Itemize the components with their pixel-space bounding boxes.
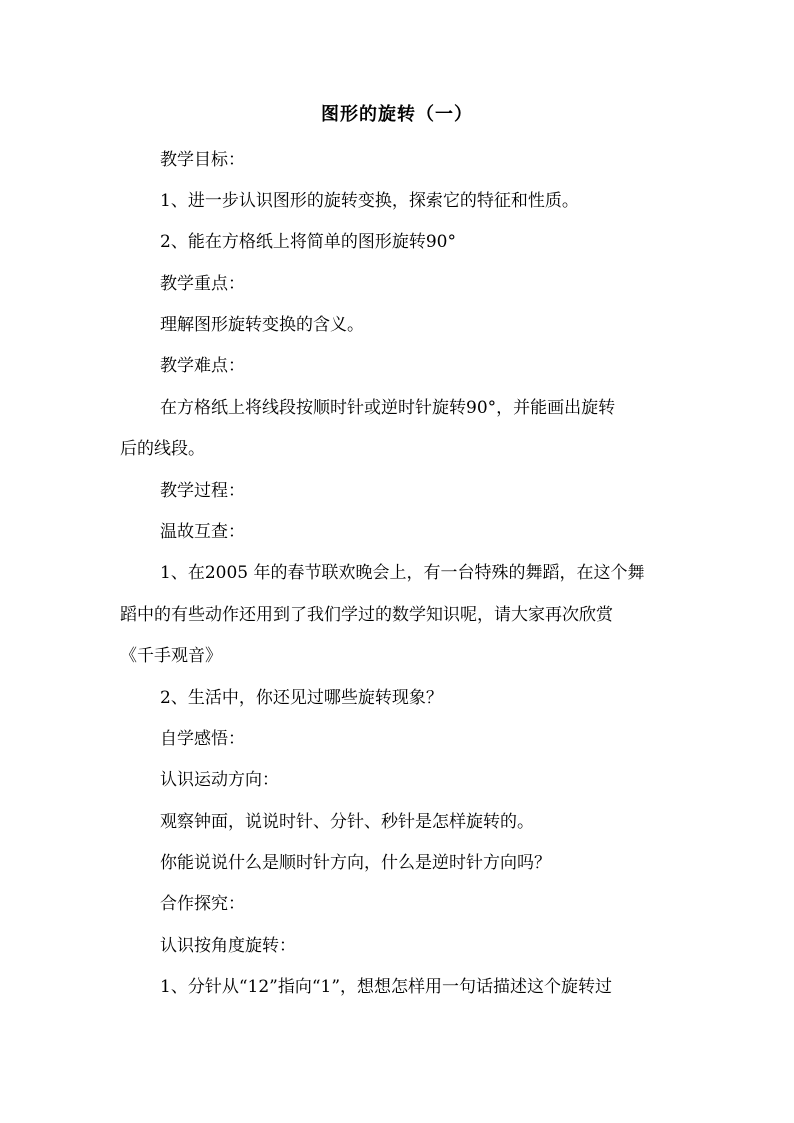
objective-item-2: 2、能在方格纸上将简单的图形旋转90° bbox=[160, 232, 456, 252]
subheading-angle-rotation: 认识按角度旋转： bbox=[160, 936, 296, 956]
subheading-review: 温故互查： bbox=[160, 522, 245, 542]
section-heading-difficulties: 教学难点： bbox=[160, 356, 245, 376]
key-point-text: 理解图形旋转变换的含义。 bbox=[160, 315, 364, 335]
section-heading-objectives: 教学目标： bbox=[160, 150, 245, 170]
objective-item-1: 1、进一步认识图形的旋转变换，探索它的特征和性质。 bbox=[160, 191, 579, 211]
subheading-cooperative-inquiry: 合作探究： bbox=[160, 894, 245, 914]
review-item-1-line-1: 1、在2005 年的春节联欢晚会上，有一台特殊的舞蹈，在这个舞 bbox=[160, 563, 645, 583]
difficulty-text-line-2: 后的线段。 bbox=[120, 439, 205, 459]
subheading-motion-direction: 认识运动方向： bbox=[160, 770, 279, 790]
document-title: 图形的旋转（一） bbox=[321, 104, 473, 125]
review-item-2: 2、生活中，你还见过哪些旋转现象？ bbox=[160, 688, 443, 708]
section-heading-process: 教学过程： bbox=[160, 481, 245, 501]
angle-rotation-item-1: 1、分针从“12”指向“1”，想想怎样用一句话描述这个旋转过 bbox=[160, 977, 613, 997]
review-item-1-line-2: 蹈中的有些动作还用到了我们学过的数学知识呢，请大家再次欣赏 bbox=[120, 605, 613, 625]
review-item-1-line-3: 《千手观音》 bbox=[120, 646, 222, 666]
section-heading-key-points: 教学重点： bbox=[160, 274, 245, 294]
difficulty-text-line-1: 在方格纸上将线段按顺时针或逆时针旋转90°，并能画出旋转 bbox=[160, 398, 616, 418]
direction-question-text: 你能说说什么是顺时针方向，什么是逆时针方向吗？ bbox=[160, 853, 551, 873]
clock-observation-text: 观察钟面，说说时针、分针、秒针是怎样旋转的。 bbox=[160, 812, 534, 832]
subheading-self-study: 自学感悟： bbox=[160, 729, 245, 749]
